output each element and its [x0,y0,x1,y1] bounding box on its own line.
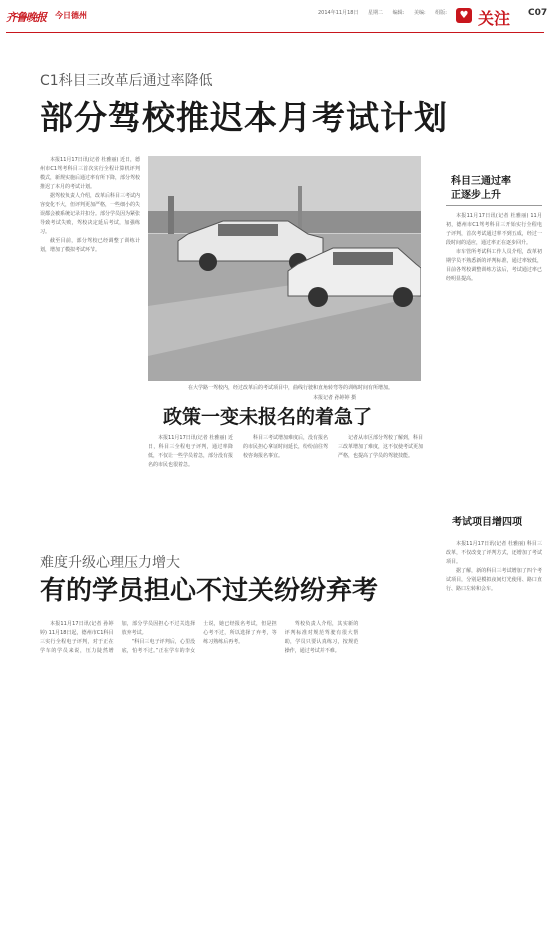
substory-headline: 政策一变未报名的着急了 [163,406,373,428]
masthead-divider [6,32,544,33]
sidebar-paragraph: 本报11月17日讯(记者 杜雅丽) 11月初，德州市C1驾考科目三开始实行全程电子评判，首次考试通过率不到五成，经过一段时间的适应，通过率正在逐步回升。 [446,213,542,246]
story1-paragraph: 本报11月17日讯(记者 杜雅丽) 近日，德州市C1驾考科目三首次实行全程计算机评判模式，新规实施后通过率有所下降，部分驾校推迟了本月的考试计划。 [40,157,140,190]
sidebar-paragraph: 据了解，新的科目三考试增加了四个考试项目，分别是模拟夜间灯光使用、路口直行、路口左转和会车。 [446,568,542,592]
substory-paragraph: 记者从市区部分驾校了解到，科目三改革增加了难度，这不仅使考试更加严格，也提高了学员的驾驶技能。 [338,435,423,459]
substory-body [148,434,423,524]
focus-label: 关注 [478,9,511,28]
heart-icon: ♥ [456,8,472,23]
story2-paragraph: “科目三电子评判后，心里没底，怕考不过。”正在学车的李女士说，她已经报名考试，但是担心考不过，所以选择了弃考，等练习熟练后再考。 [121,621,277,654]
story1-kicker: C1科目三改革后通过率降低 [40,73,213,89]
story1-paragraph: 截至目前，部分驾校已经调整了训练计划，增加了模拟考试环节。 [40,238,140,253]
sidebar-body [446,212,542,504]
story1-headline: 部分驾校推迟本月考试计划 [40,98,448,137]
story2-paragraph: 本报11月17日讯(记者 孙婷婷) 11月18日起，德州市C1科目三实行全程电子评判，对于正在学车的学员来说，压力陡然增加，部分学员因担心不过关选择放弃考试。 [40,621,196,654]
story2-paragraph: 驾校负责人介绍，其实新的评判标准对规范驾驶有很大帮助，学员只要认真练习，按规范操作，通过考试并不难。 [284,621,359,654]
sidebar-headline-line: 科目三通过率 [451,176,511,187]
substory-paragraph: 本报11月17日讯(记者 杜雅丽) 近日，科目三全程电子评判，通过率降低，不仅让一些学员着急，部分没有报名的市民也很着急。 [148,435,234,468]
section-name: 今日德州 [55,11,87,20]
editor-label: 编辑: [392,10,405,16]
newspaper-logo: 齐鲁晚报 [6,11,46,24]
sidebar-headline-line: 正逐步上升 [451,190,501,201]
story2-headline: 有的学员担心不过关纷纷弃考 [40,576,379,606]
date-text: 2014年11月18日 [318,10,359,16]
story1-paragraph: 据驾校负责人介绍，改革后科目三考试内容变化不大，但评判更加严格，一些细小的失误都会被系统记录并扣分。部分学员因为紧张导致考试失败，驾校决定延后考试，加强练习。 [40,193,140,235]
sidebar-paragraph: 本报11月17日讯(记者 杜雅丽) 科目三改革，不仅改变了评判方式，还增加了考试项目。 [446,541,542,565]
designer-label: 美编: [413,10,426,16]
news-photo [148,156,421,381]
focus-section-tag [456,6,526,26]
sidebar-body-2 [446,540,542,720]
sidebar-headline [451,175,511,203]
weekday-text: 星期二 [368,10,384,16]
substory-paragraph: 科目三考试增加难度后，没有报名的市民担心拿证时间延长，纷纷前往驾校咨询报名事宜。 [243,435,329,459]
layout-label: 组版: [435,10,447,16]
story1-body [40,156,140,516]
sidebar-headline-2: 考试项目增四项 [452,517,522,528]
photo-caption: 在大学路一驾校内，经过改革后的考试项目中，曲线行驶和直角转弯等的训练时间有所增加。 [188,385,394,391]
dateline [318,9,455,16]
story2-kicker: 难度升级心理压力增大 [40,555,180,571]
driving-school-photo [148,156,421,381]
sidebar-paragraph: 市车管所考试科工作人员介绍，改革初期学员不熟悉新的评判标准，通过率较低，目前各驾校调整训练方法后，考试通过率已经明显提高。 [446,249,542,282]
sidebar-divider [446,205,542,206]
story2-body [40,620,440,740]
page-number: C07 [528,8,548,18]
photo-credit: 本报记者 孙婷婷 摄 [313,395,357,401]
